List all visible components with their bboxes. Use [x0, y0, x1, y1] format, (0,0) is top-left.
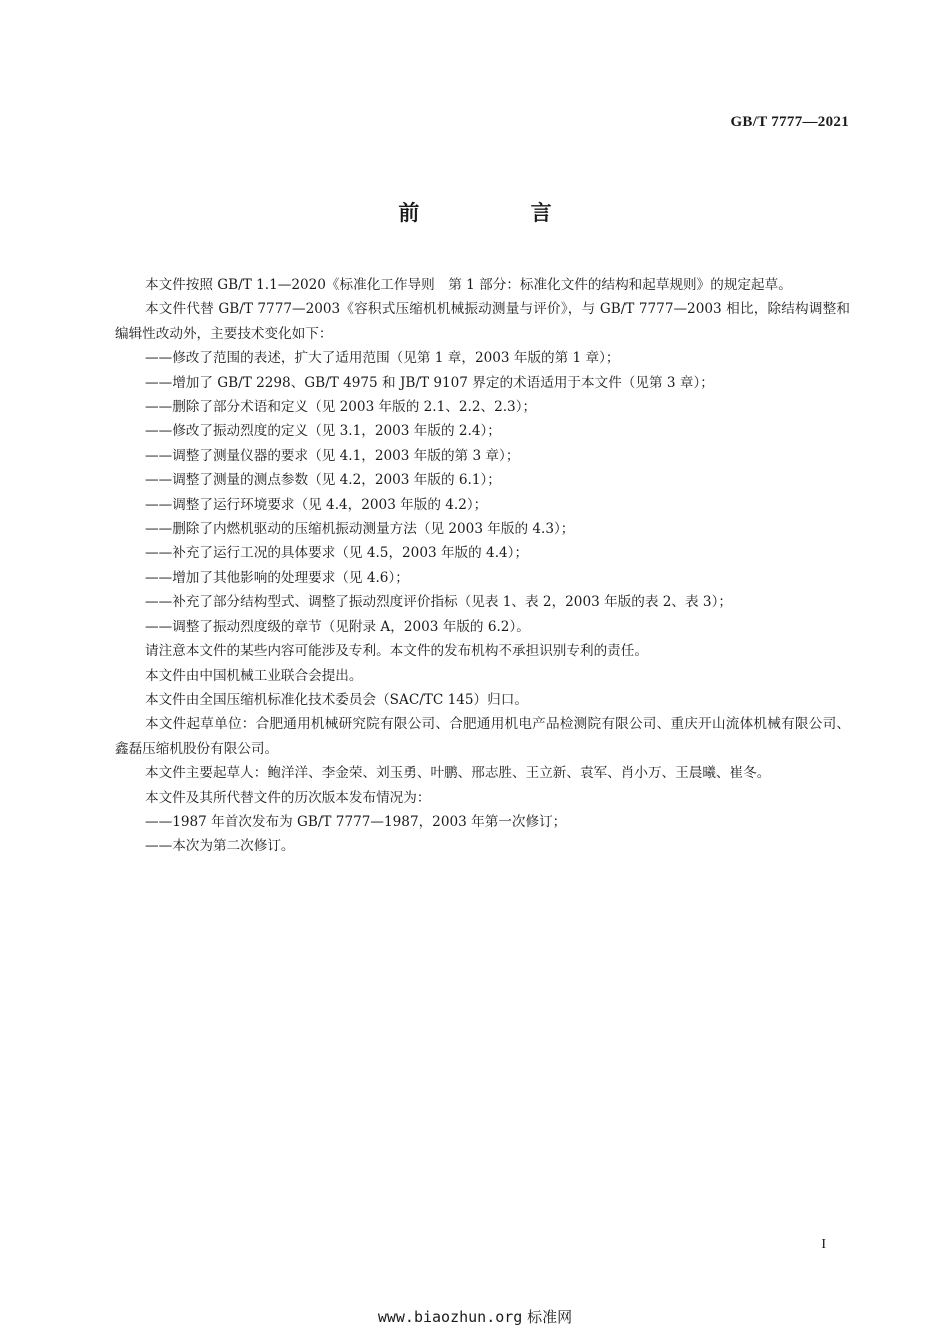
history-item: ——1987 年首次发布为 GB/T 7777—1987，2003 年第一次修订； — [145, 813, 567, 830]
page-title: 前 言 — [398, 201, 604, 225]
standard-code: GB/T 7777—2021 — [730, 114, 849, 130]
change-item: ——补充了部分结构型式、调整了振动烈度评价指标（见表 1、表 2，2003 年版的表 2、表 3）； — [145, 594, 732, 611]
paragraph-committee: 本文件由全国压缩机标准化技术委员会（SAC/TC 145）归口。 — [145, 691, 528, 708]
change-item: ——修改了振动烈度的定义（见 3.1，2003 年版的 2.4）； — [145, 423, 501, 440]
change-item: ——增加了 GB/T 2298、GB/T 4975 和 JB/T 9107 界定的术语适用于本文件（见第 3 章）； — [145, 374, 714, 391]
paragraph-drafting-rules: 本文件按照 GB/T 1.1—2020《标准化工作导则 第 1 部分：标准化文件的结构和起草规则》的规定起草。 — [145, 277, 792, 293]
change-item: ——调整了测量的测点参数（见 4.2，2003 年版的 6.1）； — [145, 472, 501, 489]
change-item: ——调整了测量仪器的要求（见 4.1，2003 年版的第 3 章）； — [145, 447, 520, 464]
paragraph-patent-notice: 请注意本文件的某些内容可能涉及专利。本文件的发布机构不承担识别专利的责任。 — [145, 643, 648, 660]
change-item: ——补充了运行工况的具体要求（见 4.5，2003 年版的 4.4）； — [145, 545, 529, 562]
footer-url[interactable]: www.biaozhun.org — [377, 1308, 523, 1326]
change-item: ——删除了内燃机驱动的压缩机振动测量方法（见 2003 年版的 4.3）； — [145, 521, 575, 538]
change-item: ——调整了振动烈度级的章节（见附录 A，2003 年版的 6.2）。 — [145, 618, 530, 635]
change-item: ——修改了范围的表述，扩大了适用范围（见第 1 章，2003 年版的第 1 章）； — [145, 350, 620, 367]
paragraph-drafting-units: 本文件起草单位：合肥通用机械研究院有限公司、合肥通用机电产品检测院有限公司、重庆开山流体机械有限公司、鑫磊压缩机股份有限公司。 — [115, 716, 850, 757]
paragraph-proposer: 本文件由中国机械工业联合会提出。 — [145, 667, 363, 684]
footer-watermark — [0, 1306, 950, 1327]
footer-site-name: 标准网 — [527, 1308, 573, 1326]
history-item: ——本次为第二次修订。 — [145, 838, 295, 855]
paragraph-history-intro: 本文件及其所代替文件的历次版本发布情况为： — [145, 789, 431, 806]
change-item: ——调整了运行环境要求（见 4.4，2003 年版的 4.2）； — [145, 496, 488, 513]
paragraph-drafters: 本文件主要起草人：鲍洋洋、李金荣、刘玉勇、叶鹏、邢志胜、王立新、袁军、肖小万、王晨曦、崔冬。 — [145, 765, 771, 782]
change-item: ——增加了其他影响的处理要求（见 4.6）； — [145, 569, 409, 586]
change-item: ——删除了部分术语和定义（见 2003 年版的 2.1、2.2、2.3）； — [145, 399, 537, 416]
page-number: I — [821, 1237, 826, 1252]
paragraph-replacement: 本文件代替 GB/T 7777—2003《容积式压缩机机械振动测量与评价》，与 GB/T 7777—2003 相比，除结构调整和编辑性改动外，主要技术变化如下： — [115, 301, 850, 342]
foreword-body — [115, 273, 850, 859]
